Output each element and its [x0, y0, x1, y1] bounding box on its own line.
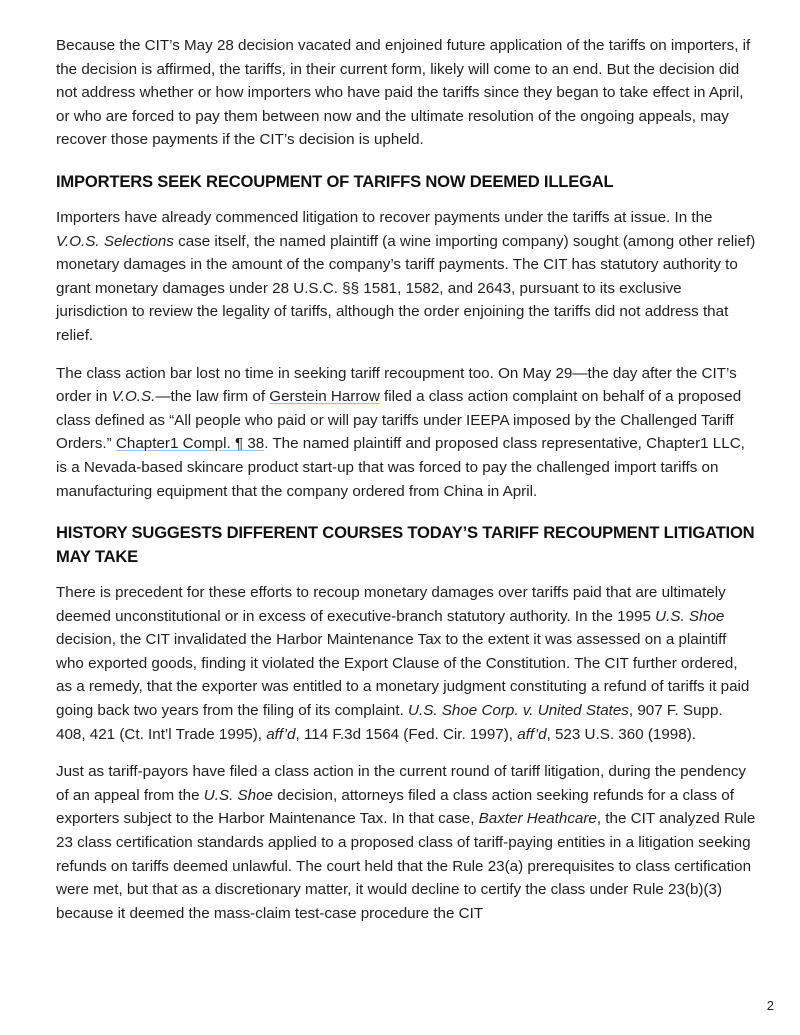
case-name-italic: U.S. Shoe	[203, 786, 273, 804]
case-name-italic: V.O.S. Selections	[56, 232, 174, 250]
paragraph-text: Just as tariff-payors have filed a class action in the current round of tariff litigation, during the pendency of an appeal from the	[56, 763, 747, 804]
paragraph-cit-decision	[56, 34, 756, 152]
paragraph-importers-litigation	[56, 206, 756, 348]
citation-italic: aff’d	[266, 725, 296, 743]
section-heading-recoupment: IMPORTERS SEEK RECOUPMENT OF TARIFFS NOW DEEMED ILLEGAL	[56, 171, 614, 191]
paragraph-precedent	[56, 581, 756, 746]
paragraph-text: There is precedent for these efforts to recoup monetary damages over tariffs paid that are ultimately deemed unconstitutional or in excess of executive-branch statutory authority. In the 1995	[56, 584, 726, 625]
chapter1-complaint-link[interactable]: Chapter1 Compl. ¶ 38	[115, 435, 265, 453]
paragraph-text: The class action bar lost no time in seeking tariff recoupment too. On May 29—the day after the CIT’s order in	[56, 364, 737, 406]
gerstein-harrow-link[interactable]: Gerstein Harrow	[269, 388, 380, 406]
paragraph-text: decision, the CIT invalidated the Harbor Maintenance Tax to the extent it was assessed on a plaintiff who exported goods, finding it violated the Export Clause of the Constitution. The CIT further ordered, as a remedy, that the exporter was entitled to a monetary judgment constituting a refund of tariffs it paid going back two years from the filing of its complaint.	[56, 631, 750, 720]
paragraph-text: Importers have already commenced litigation to recover payments under the tariffs at issue. In the	[56, 208, 713, 226]
case-name-italic: V.O.S.	[111, 388, 156, 406]
paragraph-text: . The named plaintiff and proposed class representative, Chapter1 LLC, is a Nevada-based skincare product start-up that was forced to pay the challenged import tariffs on manufacturing equipment that the company ordered from China in April.	[56, 435, 745, 500]
paragraph-text: case itself, the named plaintiff (a wine importing company) sought (among other relief) monetary damages in the amount of the company’s tariff payments. The CIT has statutory authority to grant monetary damages under 28 U.S.C. §§ 1581, 1582, and 2643, pursuant to its exclusive jurisdiction to review the legality of tariffs, although the order enjoining the tariffs did not address that relief.	[56, 232, 756, 344]
document-page	[56, 34, 756, 939]
citation-italic: aff’d	[517, 725, 547, 743]
paragraph-text: , the CIT analyzed Rule 23 class certification standards applied to a proposed class of tariff-paying entities in a litigation seeking refunds on tariffs deemed unlawful. The court held that the Rule 23(a) prerequisites to class certification were met, but that as a discretionary matter, it would decline to certify the class under Rule 23(b)(3) because it deemed the mass-claim test-case procedure the CIT	[56, 810, 756, 922]
paragraph-text: filed a class action complaint on behalf of a proposed class defined as “All people who paid or will pay tariffs under IEEPA imposed by the Challenged Tariff Orders.”	[56, 388, 742, 453]
paragraph-baxter	[56, 760, 756, 925]
paragraph-text: , 114 F.3d 1564 (Fed. Cir. 1997),	[295, 725, 518, 743]
case-name-italic: U.S. Shoe Corp. v. United States	[408, 702, 629, 720]
paragraph-class-action	[56, 362, 756, 504]
paragraph-text: Because the CIT’s May 28 decision vacated and enjoined future application of the tariffs on importers, if the decision is affirmed, the tariffs, in their current form, likely will come to an end. But the decision did not address whether or how importers who have paid the tariffs since they began to take effect in April, or who are forced to pay them between now and the ultimate resolution of the ongoing appeals, may recover those payments if the CIT’s decision is upheld.	[56, 37, 751, 149]
page-number: 2	[766, 998, 774, 1013]
case-name-italic: U.S. Shoe	[655, 607, 725, 625]
paragraph-text: —the law firm of	[155, 388, 270, 406]
paragraph-text: decision, attorneys filed a class action seeking refunds for a class of exporters subject to the Harbor Maintenance Tax. In that case,	[56, 786, 734, 828]
section-heading-history: HISTORY SUGGESTS DIFFERENT COURSES TODAY’S TARIFF RECOUPMENT LITIGATION MAY TAKE	[56, 523, 755, 567]
case-name-italic: Baxter Heathcare	[478, 810, 597, 828]
paragraph-text: , 907 F. Supp. 408, 421 (Ct. Int’l Trade 1995),	[56, 702, 723, 743]
paragraph-text: , 523 U.S. 360 (1998).	[546, 725, 696, 743]
